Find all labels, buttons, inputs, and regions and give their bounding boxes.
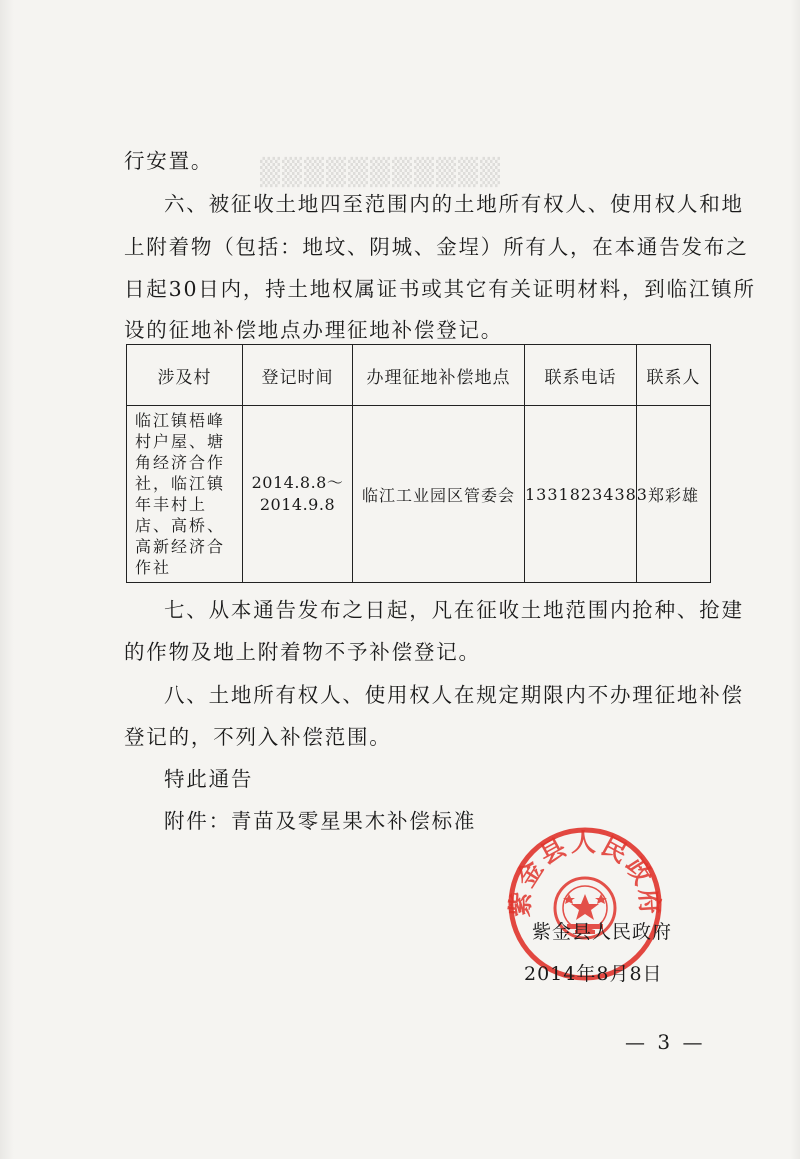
period-end: 2014.9.8 (259, 495, 336, 514)
header-registration-period: 登记时间 (243, 345, 353, 406)
header-compensation-location: 办理征地补偿地点 (353, 345, 525, 406)
bleed-through-text: ▒▒▒▒▒▒▒▒▒▒▒ (258, 158, 500, 188)
paragraph-8-line-1: 八、土地所有权人、使用权人在规定期限内不办理征地补偿 (164, 683, 744, 707)
table-row (127, 406, 711, 583)
paragraph-6-line-3: 日起30日内，持土地权属证书或其它有关证明材料，到临江镇所 (124, 277, 756, 301)
cell-contact: 郑彩雄 (637, 406, 711, 583)
paragraph-continuation: 行安置。 (124, 149, 214, 173)
table-header-row (127, 345, 711, 406)
header-phone: 联系电话 (525, 345, 637, 406)
page-number: — 3 — (625, 1030, 706, 1054)
closing-text: 特此通告 (164, 767, 254, 791)
issuing-organization: 紫金县人民政府 (532, 921, 673, 943)
header-contact: 联系人 (637, 345, 711, 406)
registration-table (126, 344, 711, 583)
paragraph-6-line-1: 六、被征收土地四至范围内的土地所有权人、使用权人和地 (164, 192, 744, 216)
paragraph-8-line-2: 登记的，不列入补偿范围。 (124, 725, 392, 749)
cell-location: 临江工业园区管委会 (353, 406, 525, 583)
period-start: 2014.8.8～ (251, 473, 344, 492)
header-village: 涉及村 (127, 345, 243, 406)
issue-date: 2014年8月8日 (524, 963, 663, 985)
paragraph-6-line-4: 设的征地补偿地点办理征地补偿登记。 (124, 318, 504, 342)
cell-village: 临江镇梧峰村户屋、塘角经济合作社，临江镇年丰村上店、高桥、高新经济合作社 (127, 406, 243, 583)
attachment-note: 附件：青苗及零星果木补偿标准 (164, 809, 477, 833)
seal-text: 紫金县人民政府 (505, 828, 665, 918)
paragraph-7-line-2: 的作物及地上附着物不予补偿登记。 (124, 640, 481, 664)
cell-registration-period (243, 406, 353, 583)
paragraph-7-line-1: 七、从本通告发布之日起，凡在征收土地范围内抢种、抢建 (164, 598, 744, 622)
paragraph-6-line-2: 上附着物（包括：地坟、阴城、金埕）所有人，在本通告发布之 (124, 235, 749, 259)
cell-phone: 13318234383 (525, 406, 637, 583)
